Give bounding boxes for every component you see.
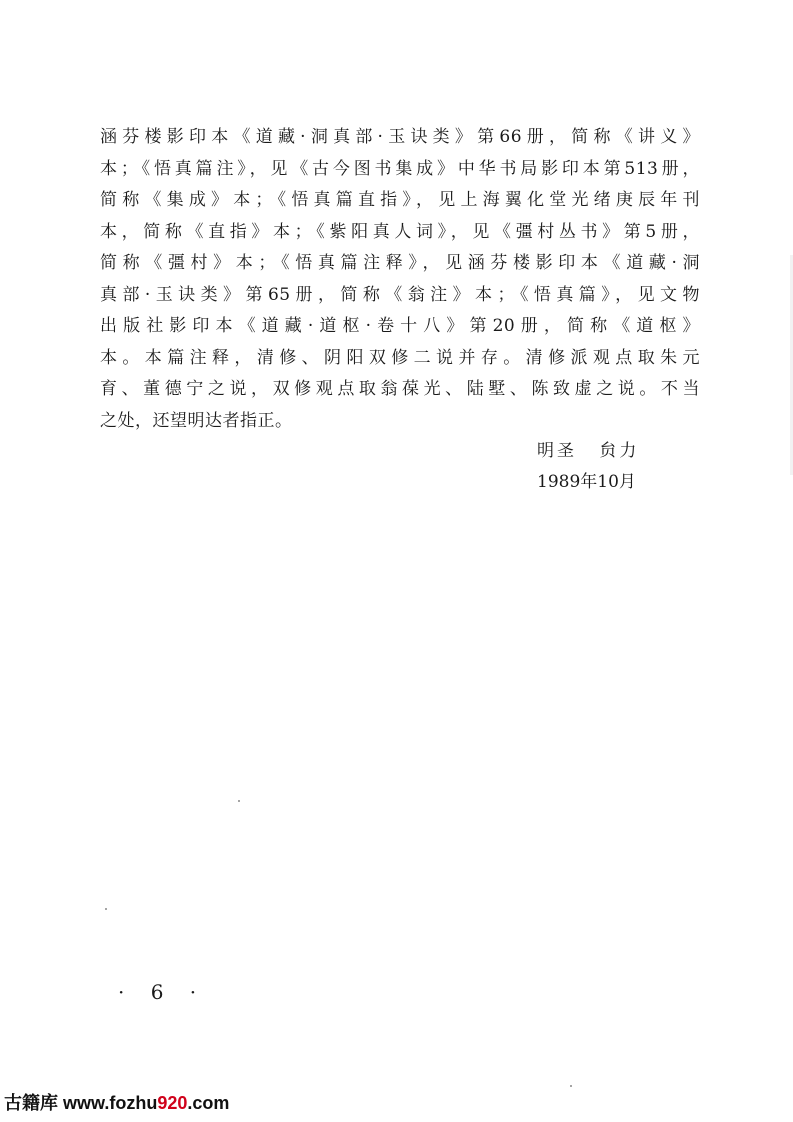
body-line: 本，简称《直指》本；《紫阳真人词》，见《彊村丛书》第5册， xyxy=(100,221,700,242)
watermark-url-prefix: www.fozhu xyxy=(63,1093,158,1113)
body-line: 本。本篇注释，清修、阴阳双修二说并存。清修派观点取朱元 xyxy=(100,347,700,368)
watermark-site-name: 古籍库 xyxy=(4,1093,58,1113)
watermark-url-number: 920 xyxy=(157,1093,188,1113)
site-watermark xyxy=(4,1089,229,1115)
signature-author: 明圣 贠力 xyxy=(537,441,640,461)
scan-speck xyxy=(570,1085,572,1087)
body-line: 简称《彊村》本；《悟真篇注释》，见涵芬楼影印本《道藏·洞 xyxy=(100,253,700,273)
body-line: 之处，还望明达者指正。 xyxy=(100,410,293,431)
body-line: 简称《集成》本；《悟真篇直指》，见上海翼化堂光绪庚辰年刊 xyxy=(100,190,700,210)
body-line: 真部·玉诀类》第65册，简称《翁注》本；《悟真篇》，见文物 xyxy=(100,284,700,305)
signature-block xyxy=(537,436,639,498)
preface-body xyxy=(100,122,700,437)
body-line: 涵芬楼影印本《道藏·洞真部·玉诀类》第66册，简称《讲义》 xyxy=(100,127,700,147)
scan-speck xyxy=(238,800,240,802)
signature-date: 1989年10月 xyxy=(537,472,636,492)
body-line: 本；《悟真篇注》，见《古今图书集成》中华书局影印本第513册， xyxy=(100,158,700,179)
body-line: 育、董德宁之说，双修观点取翁葆光、陆墅、陈致虚之说。不当 xyxy=(100,379,700,399)
body-line: 出版社影印本《道藏·道枢·卷十八》第20册，简称《道枢》 xyxy=(100,316,700,336)
watermark-url-suffix: .com xyxy=(187,1093,230,1113)
scan-speck xyxy=(105,908,107,910)
page-number: · 6 · xyxy=(118,980,207,1004)
